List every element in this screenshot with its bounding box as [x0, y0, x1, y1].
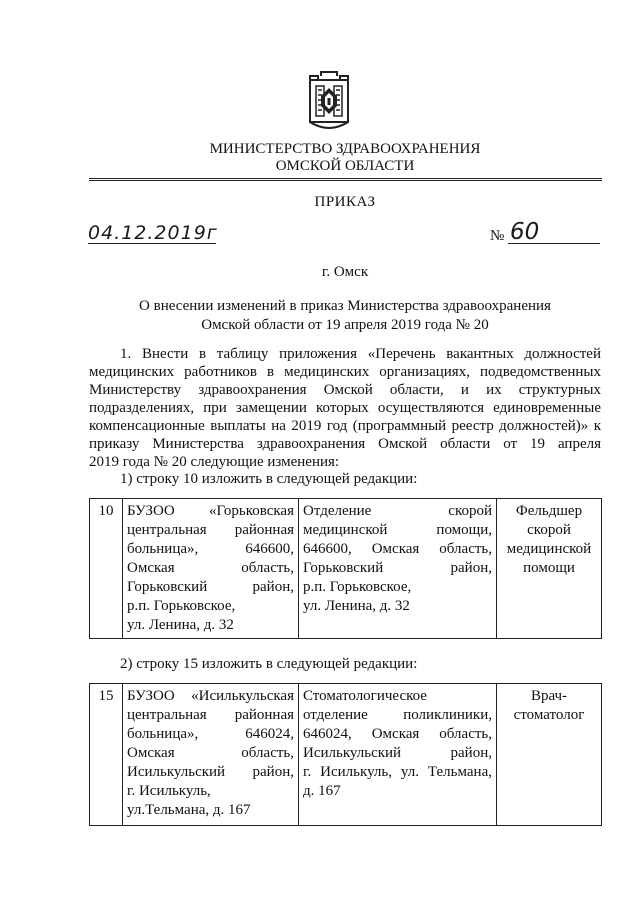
- row-number: 10: [90, 499, 123, 639]
- cell-line: Отделение скорой: [303, 503, 492, 519]
- paragraph-line: Министерству здравоохранения Омской области, и их структурных: [89, 382, 601, 398]
- cell-line: Исилькульский район,: [303, 745, 492, 761]
- cell-line: г. Исилькуль,: [127, 783, 211, 799]
- cell-line: Фельдшер: [515, 503, 583, 519]
- paragraph-line: 1. Внести в таблицу приложения «Перечень вакантных должностей: [120, 346, 601, 362]
- paragraph-line: приказу Министерства здравоохранения Омской области от 19 апреля: [89, 436, 601, 452]
- cell-line: Омская область,: [127, 560, 294, 576]
- position-cell: [497, 499, 602, 639]
- cell-line: центральная районная: [127, 522, 294, 538]
- cell-line: ул. Ленина, д. 32: [127, 617, 234, 633]
- cell-line: Горьковский район,: [127, 579, 294, 595]
- ministry-name-line2: ОМСКОЙ ОБЛАСТИ: [275, 158, 415, 174]
- cell-line: р.п. Горьковское,: [303, 579, 412, 595]
- city: г. Омск: [321, 264, 369, 280]
- number-underline: [508, 243, 600, 244]
- header-divider: [89, 178, 602, 179]
- department-cell: [299, 684, 497, 826]
- cell-line: Стоматологическое: [303, 688, 427, 704]
- cell-line: скорой: [527, 522, 571, 538]
- cell-line: медицинской: [506, 541, 592, 557]
- date-underline: [88, 243, 216, 244]
- cell-line: больница», 646600,: [127, 541, 294, 557]
- cell-line: медицинской помощи,: [303, 522, 492, 538]
- cell-line: Исилькульский район,: [127, 764, 294, 780]
- table-row: [90, 684, 602, 826]
- cell-line: центральная районная: [127, 707, 294, 723]
- document-type: ПРИКАЗ: [314, 194, 376, 210]
- handwritten-number: 60: [510, 219, 540, 245]
- replacement-table-row-10: [89, 498, 602, 639]
- organization-cell: [123, 499, 299, 639]
- cell-line: БУЗОО «Исилькульская: [127, 688, 294, 704]
- item-1: 1) строку 10 изложить в следующей редакции:: [120, 471, 418, 487]
- paragraph-line: 2019 года № 20 следующие изменения:: [89, 454, 340, 470]
- paragraph-1: [89, 345, 601, 471]
- subject-line1: О внесении изменений в приказ Министерства здравоохранения: [139, 298, 551, 314]
- position-cell: [497, 684, 602, 826]
- cell-line: д. 167: [303, 783, 341, 799]
- cell-line: БУЗОО «Горьковская: [127, 503, 294, 519]
- table-row: [90, 499, 602, 639]
- handwritten-date: 04.12.2019г: [88, 222, 218, 244]
- number-label: №: [490, 228, 505, 244]
- ministry-name-line1: МИНИСТЕРСТВО ЗДРАВООХРАНЕНИЯ: [209, 141, 481, 157]
- cell-line: стоматолог: [513, 707, 585, 723]
- cell-line: отделение поликлиники,: [303, 707, 492, 723]
- department-cell: [299, 499, 497, 639]
- cell-line: ул. Ленина, д. 32: [303, 598, 410, 614]
- header-divider: [89, 180, 602, 181]
- cell-line: г. Исилькуль, ул. Тельмана,: [303, 764, 492, 780]
- row-number: 15: [90, 684, 123, 826]
- cell-line: больница», 646024,: [127, 726, 294, 742]
- item-2: 2) строку 15 изложить в следующей редакции:: [120, 656, 418, 672]
- organization-cell: [123, 684, 299, 826]
- paragraph-line: медицинских работников в медицинских организациях, подведомственных: [89, 364, 601, 380]
- cell-line: ул.Тельмана, д. 167: [127, 802, 251, 818]
- paragraph-line: подразделениях, при замещении которых осуществляются единовременные: [89, 400, 601, 416]
- cell-line: Врач-: [530, 688, 568, 704]
- cell-line: 646600, Омская область,: [303, 541, 492, 557]
- subject-line2: Омской области от 19 апреля 2019 года № 20: [201, 317, 489, 333]
- cell-line: р.п. Горьковское,: [127, 598, 236, 614]
- omsk-coat-of-arms-icon: [304, 70, 354, 132]
- cell-line: Омская область,: [127, 745, 294, 761]
- paragraph-line: компенсационные выплаты на 2019 год (программный реестр должностей)» к: [89, 418, 601, 434]
- replacement-table-row-15: [89, 683, 602, 826]
- cell-line: Горьковский район,: [303, 560, 492, 576]
- cell-line: помощи: [523, 560, 575, 576]
- cell-line: 646024, Омская область,: [303, 726, 492, 742]
